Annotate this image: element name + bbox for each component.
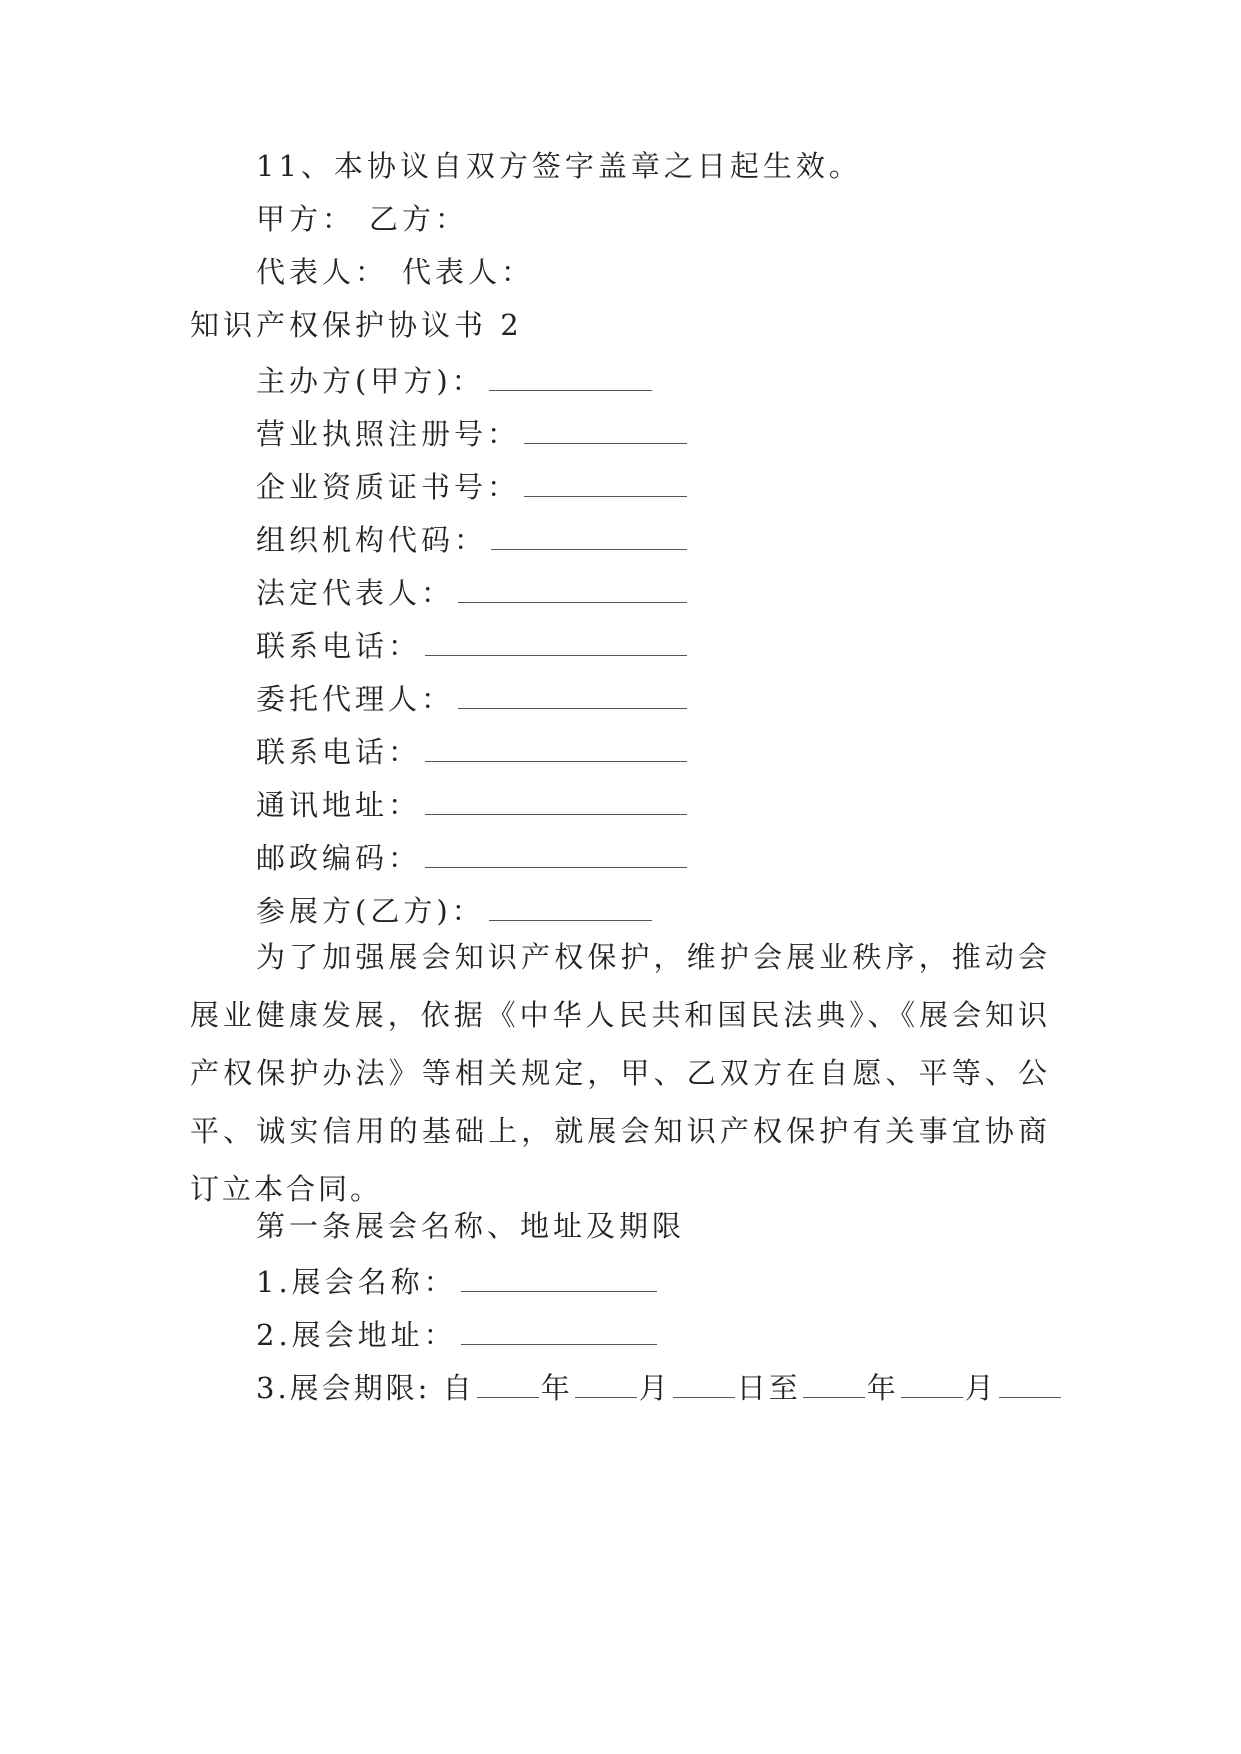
organizer-blank[interactable] bbox=[489, 364, 652, 391]
end-day-blank[interactable] bbox=[999, 1371, 1061, 1398]
signature-parties-row bbox=[256, 202, 469, 236]
end-year-blank[interactable] bbox=[803, 1371, 865, 1398]
agent-label: 委托代理人： bbox=[256, 682, 455, 716]
exhibition-address-blank[interactable] bbox=[461, 1318, 657, 1345]
organizer-label: 主办方(甲方)： bbox=[256, 364, 485, 398]
period-to-text: 日至 bbox=[736, 1371, 801, 1405]
exhibition-period-field bbox=[256, 1371, 1063, 1403]
organization-code-field bbox=[256, 523, 687, 555]
postcode-blank[interactable] bbox=[425, 841, 687, 868]
organization-code-blank[interactable] bbox=[491, 523, 687, 550]
preamble-paragraph: 为了加强展会知识产权保护，维护会展业秩序，推动会展业健康发展，依据《中华人民共和国民法典》、《展会知识产权保护办法》等相关规定，甲、乙双方在自愿、平等、公平、诚实信用的基础上，就展会知识产权保护有关事宜协商订立本合同。 bbox=[190, 940, 1050, 1206]
phone-field-2 bbox=[256, 735, 687, 767]
end-month-unit: 月 bbox=[964, 1371, 997, 1405]
license-number-field bbox=[256, 417, 687, 449]
exhibition-name-field bbox=[256, 1265, 657, 1297]
representative-a-label: 代表人： bbox=[256, 255, 389, 289]
agent-field bbox=[256, 682, 687, 714]
phone-label-1: 联系电话： bbox=[256, 629, 422, 663]
start-month-unit: 月 bbox=[638, 1371, 671, 1405]
exhibition-name-blank[interactable] bbox=[461, 1265, 657, 1292]
agent-blank[interactable] bbox=[458, 682, 687, 709]
legal-representative-label: 法定代表人： bbox=[256, 576, 455, 610]
legal-representative-field bbox=[256, 576, 687, 608]
license-number-label: 营业执照注册号： bbox=[256, 417, 521, 451]
end-month-blank[interactable] bbox=[901, 1371, 963, 1398]
postcode-field bbox=[256, 841, 687, 873]
organizer-field bbox=[256, 364, 652, 396]
start-month-blank[interactable] bbox=[575, 1371, 637, 1398]
start-day-blank[interactable] bbox=[673, 1371, 735, 1398]
document-title: 知识产权保护协议书 2 bbox=[190, 308, 523, 342]
party-a-label: 甲方： bbox=[256, 202, 356, 236]
party-b-label: 乙方： bbox=[369, 202, 469, 236]
license-number-blank[interactable] bbox=[524, 417, 687, 444]
exhibitor-label: 参展方(乙方)： bbox=[256, 894, 485, 928]
signature-representatives-row bbox=[256, 255, 535, 289]
postcode-label: 邮政编码： bbox=[256, 841, 422, 875]
period-from-text: 自 bbox=[442, 1371, 475, 1405]
end-year-unit: 年 bbox=[866, 1371, 899, 1405]
start-year-unit: 年 bbox=[540, 1371, 573, 1405]
exhibitor-blank[interactable] bbox=[489, 894, 652, 921]
representative-b-label: 代表人： bbox=[402, 255, 535, 289]
start-year-blank[interactable] bbox=[477, 1371, 539, 1398]
address-label: 通讯地址： bbox=[256, 788, 422, 822]
article-1-heading: 第一条展会名称、地址及期限 bbox=[256, 1209, 686, 1243]
legal-representative-blank[interactable] bbox=[458, 576, 687, 603]
exhibition-name-label: 1.展会名称： bbox=[256, 1265, 457, 1299]
exhibitor-field bbox=[256, 894, 652, 926]
phone-blank-1[interactable] bbox=[425, 629, 687, 656]
certificate-number-field bbox=[256, 470, 687, 502]
exhibition-address-field bbox=[256, 1318, 657, 1350]
address-blank[interactable] bbox=[425, 788, 687, 815]
certificate-number-blank[interactable] bbox=[524, 470, 687, 497]
exhibition-period-label: 3.展会期限: bbox=[256, 1371, 431, 1405]
certificate-number-label: 企业资质证书号： bbox=[256, 470, 521, 504]
organization-code-label: 组织机构代码： bbox=[256, 523, 488, 557]
address-field bbox=[256, 788, 687, 820]
phone-field-1 bbox=[256, 629, 687, 661]
phone-blank-2[interactable] bbox=[425, 735, 687, 762]
clause-11: 11、本协议自双方签字盖章之日起生效。 bbox=[256, 149, 862, 183]
phone-label-2: 联系电话： bbox=[256, 735, 422, 769]
exhibition-address-label: 2.展会地址： bbox=[256, 1318, 457, 1352]
